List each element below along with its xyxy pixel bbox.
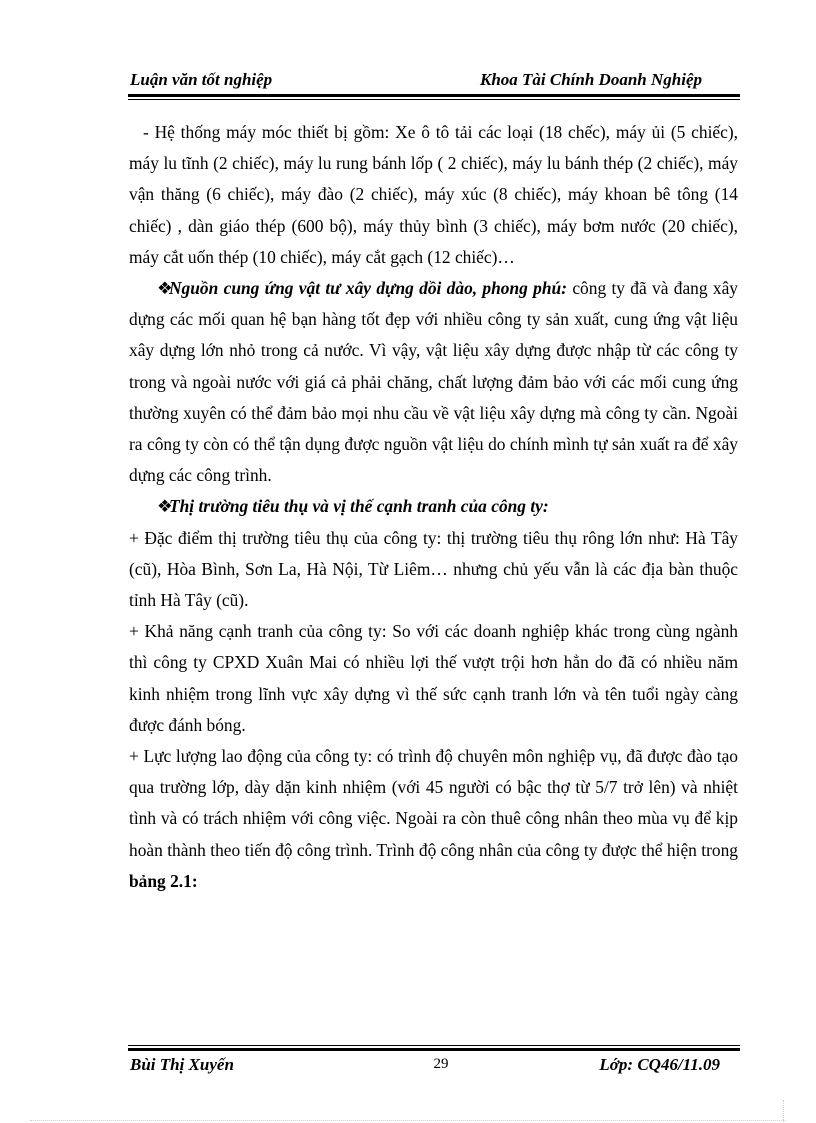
table-reference: bảng 2.1: bbox=[129, 870, 198, 891]
page-edge-dotted-corner bbox=[783, 1100, 784, 1122]
footer-class: Lớp: CQ46/11.09 bbox=[599, 1055, 720, 1074]
header-faculty: Khoa Tài Chính Doanh Nghiệp bbox=[479, 70, 702, 89]
page-edge-dotted-line bbox=[30, 1120, 786, 1121]
diamond-bullet-icon: ❖ bbox=[157, 496, 173, 517]
market-heading-paragraph bbox=[129, 491, 738, 522]
supply-paragraph bbox=[129, 273, 738, 491]
labor-paragraph bbox=[129, 741, 738, 897]
header-rule-thick bbox=[128, 94, 740, 97]
header-thesis-title: Luận văn tốt nghiệp bbox=[130, 70, 273, 89]
supply-text: công ty đã và đang xây dựng các mối quan hệ bạn hàng tốt đẹp với nhiều công ty sản xuất, cung ứng vật liệu xây dựng lớn nhỏ trong cả nước. Vì vậy, vật liệu xây dựng được nhập từ các công ty trong và ngoài nước với giá cả phải chăng, chất lượng đảm bảo với các mối cung ứng thường xuyên có thể đảm bảo mọi nhu cầu về vật liệu xây dựng mà công ty cần. Ngoài ra công ty còn có thể tận dụng được nguồn vật liệu do chính mình tự sản xuất ra để xây dựng các công trình. bbox=[129, 278, 738, 486]
page-body bbox=[129, 117, 738, 897]
equipment-paragraph: - Hệ thống máy móc thiết bị gồm: Xe ô tô tải các loại (18 chếc), máy ủi (5 chiếc), máy lu tĩnh (2 chiếc), máy lu rung bánh lốp ( 2 chiếc), máy lu bánh thép (2 chiếc), máy vận thăng (6 chiếc), máy đào (2 chiếc), máy xúc (8 chiếc), máy khoan bê tông (14 chiếc) , dàn giáo thép (600 bộ), máy thủy bình (3 chiếc), máy bơm nước (20 chiếc), máy cắt uốn thép (10 chiếc), máy cắt gạch (12 chiếc)… bbox=[129, 122, 738, 267]
market-heading: Thị trường tiêu thụ và vị thế cạnh tranh của công ty: bbox=[169, 496, 549, 517]
footer-author: Bùi Thị Xuyến bbox=[130, 1055, 234, 1074]
diamond-bullet-icon: ❖ bbox=[157, 278, 173, 299]
competition-paragraph: + Khả năng cạnh tranh của công ty: So với các doanh nghiệp khác trong cùng ngành thì công ty CPXD Xuân Mai có nhiều lợi thế vượt trội hơn hẳn do đã có nhiều năm kinh nhiệm trong lĩnh vực xây dựng vì thế sức cạnh tranh lớn và tên tuổi ngày càng được đánh bóng. bbox=[129, 621, 738, 735]
market-paragraph: + Đặc điểm thị trường tiêu thụ của công ty: thị trường tiêu thụ rông lớn như: Hà Tây (cũ), Hòa Bình, Sơn La, Hà Nội, Từ Liêm… nhưng chủ yếu vẫn là các địa bàn thuộc tỉnh Hà Tây (cũ). bbox=[129, 527, 738, 611]
page-header bbox=[128, 70, 738, 94]
labor-text: + Lực lượng lao động của công ty: có trình độ chuyên môn nghiệp vụ, đã được đào tạo qua trường lớp, dày dặn kinh nhiệm (với 45 người có bậc thợ từ 5/7 trở lên) và nhiệt tình và có trách nhiệm với công việc. Ngoài ra còn thuê công nhân theo mùa vụ để kịp hoàn thành theo tiến độ công trình. Trình độ công nhân của công ty được thể hiện trong bbox=[129, 746, 738, 860]
footer-rule-thin bbox=[128, 1045, 740, 1046]
supply-heading: Nguồn cung ứng vật tư xây dựng dồi dào, phong phú: bbox=[169, 278, 568, 299]
header-rule-thin bbox=[128, 99, 740, 100]
page-number: 29 bbox=[433, 1056, 449, 1072]
footer-rule-thick bbox=[128, 1048, 740, 1051]
page-footer bbox=[128, 1055, 740, 1079]
